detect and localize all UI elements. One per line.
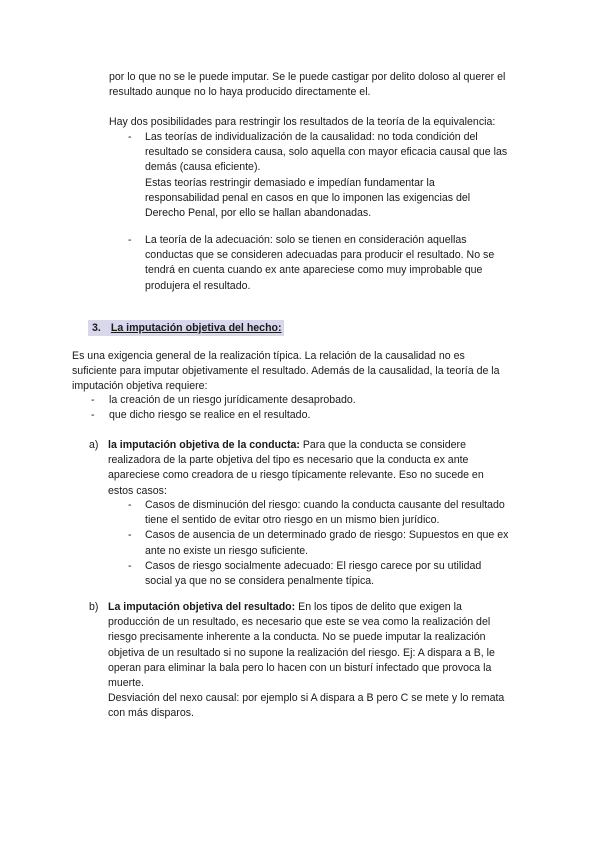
- text-line: responsabilidad penal en casos en que lo imponen las exigencias del: [145, 191, 471, 204]
- text-line: produjera el resultado.: [145, 279, 251, 292]
- text-line: [108, 600, 548, 615]
- text-line: Hay dos posibilidades para restringir los resultados de la teoría de la equivalencia:: [109, 116, 496, 128]
- bullet-dash: -: [128, 529, 132, 542]
- text-line: La teoría de la adecuación: solo se tienen en consideración aquellas: [145, 234, 467, 246]
- text-line: Estas teorías restringir demasiado e impedían fundamentar la: [145, 176, 435, 189]
- text-line: Casos de ausencia de un determinado grado de riesgo: Supuestos en que ex: [145, 529, 509, 542]
- text-line: demás (causa eficiente).: [145, 161, 261, 174]
- text-line: resultado aunque no lo haya producido directamente el.: [109, 86, 371, 99]
- text-line: ante no existe un riesgo suficiente.: [145, 544, 309, 557]
- text-line: imputación objetiva requiere:: [72, 380, 208, 393]
- subsection-label: la imputación objetiva de la conducta:: [108, 439, 300, 451]
- text-line: objetiva de un resultado si no supone la realización del riesgo. Ej: A dispara a B, le: [108, 646, 495, 659]
- text-line: social ya que no se considera penalmente típica.: [145, 574, 375, 587]
- bullet-dash: -: [91, 394, 95, 406]
- section-title: La imputación objetiva del hecho:: [110, 322, 282, 334]
- equivalence-lead: [109, 115, 495, 130]
- text-line: tendrá en cuenta cuando ex ante apareciese como muy improbable que: [145, 264, 483, 277]
- text-line: Casos de disminución del riesgo: cuando la conducta causante del resultado: [145, 499, 505, 511]
- subsection-label: La imputación objetiva del resultado:: [108, 601, 296, 613]
- text-line: la creación de un riesgo jurídicamente desaprobado.: [109, 394, 356, 406]
- text-line: con más disparos.: [108, 707, 194, 720]
- section-paragraph: [72, 349, 500, 395]
- bullet-dash: -: [128, 559, 132, 572]
- text-line: estos casos:: [108, 484, 167, 497]
- section-number: 3.: [92, 322, 101, 334]
- text-line: producción de un resultado, es necesario que este se vea como la realización del: [108, 616, 491, 629]
- text-line: Es una exigencia general de la realización típica. La relación de la causalidad no es: [72, 350, 465, 362]
- subsection-letter: a): [89, 439, 99, 451]
- text-line: tiene el sentido de evitar otro riesgo en un mismo bien jurídico.: [145, 514, 440, 527]
- text-line: riesgo precisamente inherente a la conducta. No se puede imputar la realización: [108, 631, 486, 644]
- subsection-letter: b): [89, 601, 99, 613]
- text-line: Derecho Penal, por ello se hallan abandonadas.: [145, 207, 372, 220]
- text-line: muerte.: [108, 677, 144, 690]
- text-run: Para que la conducta se considere: [299, 439, 466, 451]
- text-line: suficiente para imputar objetivamente el resultado. Además de la causalidad, la teoría de la: [72, 365, 500, 378]
- text-line: resultado se considera causa, solo aquella con mayor eficacia causal que las: [145, 146, 508, 159]
- text-line: [108, 438, 548, 453]
- bullet-dash: -: [128, 131, 132, 143]
- text-line: Las teorías de individualización de la causalidad: no toda condición del: [145, 131, 478, 143]
- text-run: En los tipos de delito que exigen la: [295, 601, 462, 613]
- text-line: apareciese como creadora de u riesgo típicamente relevante. Eso no sucede en: [108, 469, 484, 482]
- text-line: Casos de riesgo socialmente adecuado: El riesgo carece por su utilidad: [145, 559, 482, 572]
- text-line: que dicho riesgo se realice en el resultado.: [109, 409, 311, 422]
- bullet-dash: -: [128, 499, 132, 511]
- text-line: por lo que no se le puede imputar. Se le puede castigar por delito doloso al querer el: [109, 71, 506, 83]
- intro-paragraph: [109, 70, 505, 100]
- section-heading: [88, 320, 284, 336]
- text-line: realizadora de la parte objetiva del tipo es necesario que la conducta ex ante: [108, 454, 469, 467]
- text-line: conductas que se consideren adecuadas para producir el resultado. No se: [145, 249, 495, 262]
- text-line: operan para eliminar la bala pero lo hacen con un bisturí infectado que provoca la: [108, 661, 492, 674]
- text-line: Desviación del nexo causal: por ejemplo si A dispara a B pero C se mete y lo remata: [108, 692, 505, 705]
- bullet-dash: -: [128, 234, 132, 246]
- bullet-dash: -: [91, 409, 95, 422]
